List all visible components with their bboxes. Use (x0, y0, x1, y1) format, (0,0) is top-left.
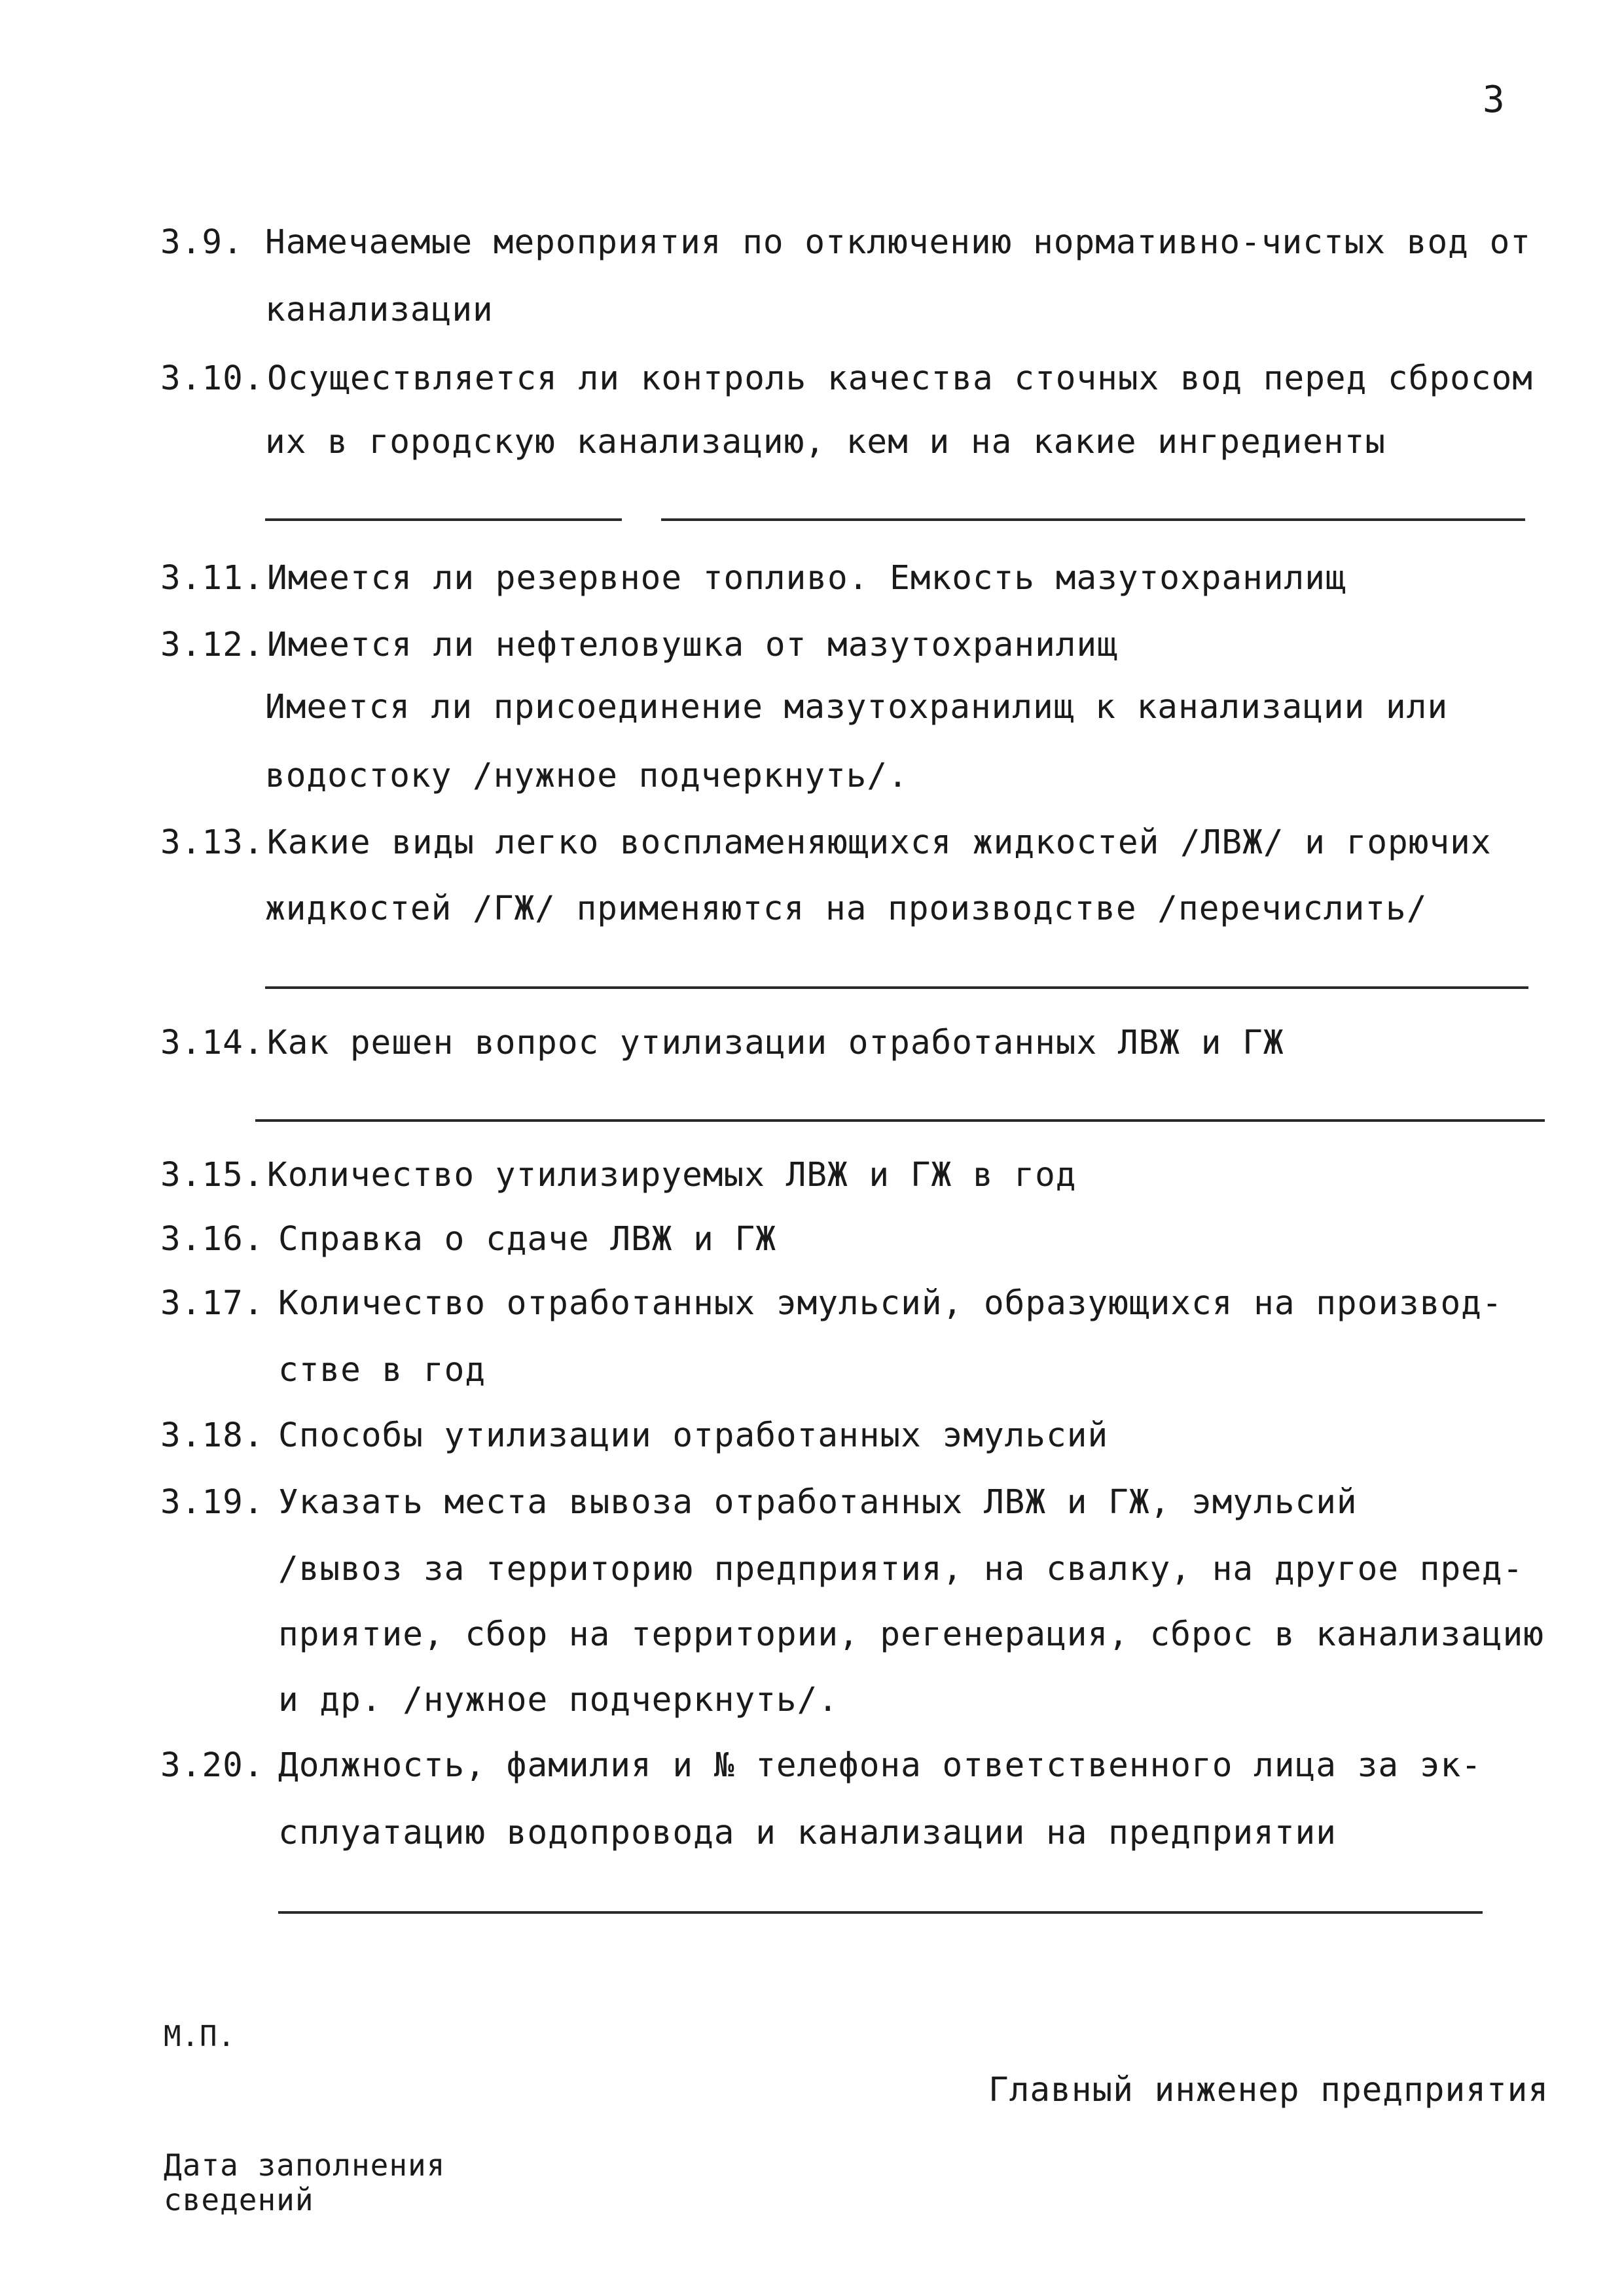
item-number: 3.18. (160, 1416, 264, 1455)
item-text: и др. /нужное подчеркнуть/. (278, 1681, 839, 1719)
date-label: сведений (164, 2182, 314, 2217)
answer-line[interactable] (278, 1911, 1483, 1914)
answer-line[interactable] (661, 518, 1525, 521)
item-number: 3.20. (160, 1746, 264, 1785)
answer-line[interactable] (265, 518, 622, 521)
answer-line[interactable] (265, 986, 1528, 989)
item-text: приятие, сбор на территории, регенерация, сброс в канализацию (278, 1615, 1544, 1654)
signature-title: Главный инженер предприятия (988, 2071, 1549, 2109)
answer-line[interactable] (255, 1119, 1545, 1122)
item-number: 3.16. (160, 1220, 264, 1259)
item-text: Количество утилизируемых ЛВЖ и ГЖ в год (267, 1156, 1077, 1194)
item-number: 3.10. (160, 359, 264, 398)
item-number: 3.11. (160, 559, 264, 598)
item-number: 3.15. (160, 1156, 264, 1194)
item-text: их в городскую канализацию, кем и на какие ингредиенты (265, 423, 1386, 461)
item-text: Имеется ли присоединение мазутохранилищ к канализации или (265, 688, 1449, 726)
item-text: стве в год (278, 1351, 486, 1390)
item-number: 3.17. (160, 1284, 264, 1323)
page-number: 3 (1483, 79, 1506, 121)
item-text: Какие виды легко воспламеняющихся жидкостей /ЛВЖ/ и горючих (267, 823, 1492, 862)
item-text: Имеется ли резервное топливо. Емкость мазутохранилищ (267, 559, 1346, 598)
item-number: 3.9. (160, 223, 244, 262)
item-text: Намечаемые мероприятия по отключению нормативно-чистых вод от (265, 223, 1531, 262)
date-label: Дата заполнения (164, 2147, 446, 2183)
item-text: Справка о сдаче ЛВЖ и ГЖ (278, 1220, 776, 1259)
item-number: 3.14. (160, 1024, 264, 1062)
item-text: сплуатацию водопровода и канализации на предприятии (278, 1814, 1337, 1852)
item-text: жидкостей /ГЖ/ применяются на производстве /перечислить/ (265, 889, 1428, 928)
item-number: 3.13. (160, 823, 264, 862)
item-text: канализации (265, 291, 494, 329)
item-number: 3.19. (160, 1483, 264, 1522)
item-text: Способы утилизации отработанных эмульсий (278, 1416, 1109, 1455)
item-text: Должность, фамилия и № телефона ответственного лица за эк- (278, 1746, 1482, 1785)
item-number: 3.12. (160, 626, 264, 664)
item-text: Количество отработанных эмульсий, образующихся на производ- (278, 1284, 1503, 1323)
item-text: Осуществляется ли контроль качества сточных вод перед сбросом (267, 359, 1533, 398)
item-text: Как решен вопрос утилизации отработанных ЛВЖ и ГЖ (267, 1024, 1284, 1062)
item-text: Указать места вывоза отработанных ЛВЖ и ГЖ, эмульсий (278, 1483, 1358, 1522)
stamp-label: М.П. (164, 2020, 236, 2053)
item-text: /вывоз за территорию предприятия, на свалку, на другое пред- (278, 1550, 1524, 1588)
item-text: Имеется ли нефтеловушка от мазутохранилищ (267, 626, 1118, 664)
item-text: водостоку /нужное подчеркнуть/. (265, 757, 909, 795)
